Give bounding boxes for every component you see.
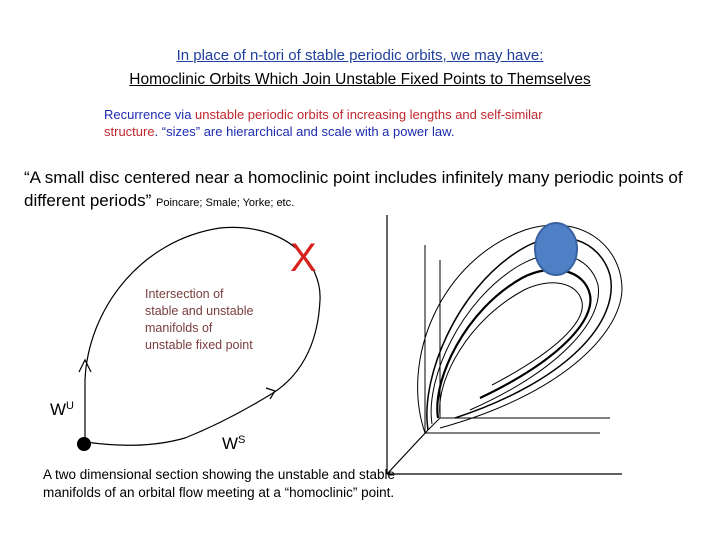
- subtitle-part-3: . “sizes” are hierarchical and scale with a power law.: [154, 124, 455, 139]
- quote-text: “A small disc centered near a homoclinic point includes infinitely many periodic points of different periods”: [24, 168, 683, 210]
- wu-base: W: [50, 400, 67, 419]
- arrow-up-head: [79, 360, 91, 372]
- heading-line-1: In place of n-tori of stable periodic orbits, we may have:: [176, 47, 544, 64]
- ws-superscript: S: [238, 434, 246, 446]
- small-disc: [535, 223, 577, 275]
- figure-caption: A two dimensional section showing the unstable and stable manifolds of an orbital flow meeting at a “homoclinic” point.: [43, 467, 395, 500]
- ws-base: W: [222, 434, 239, 453]
- homoclinic-point-x: X: [290, 236, 317, 280]
- arrow-stable-head: [266, 388, 275, 399]
- fixed-point-dot: [77, 437, 91, 451]
- subtitle-highlight: unstable periodic orbits of increasing lengths and self-similar structure: [104, 107, 543, 139]
- stable-manifold-label: [222, 434, 245, 454]
- wu-superscript: U: [66, 400, 74, 412]
- unstable-manifold-label: [50, 400, 74, 420]
- quote-attribution: Poincare; Smale; Yorke; etc.: [155, 197, 295, 209]
- intersection-label: Intersection of stable and unstable manifolds of unstable fixed point: [145, 287, 254, 352]
- subtitle-part-1: Recurrence via: [104, 107, 196, 122]
- nested-orbits-diagram: [387, 215, 622, 474]
- heading-line-2: Homoclinic Orbits Which Join Unstable Fixed Points to Themselves: [129, 71, 591, 88]
